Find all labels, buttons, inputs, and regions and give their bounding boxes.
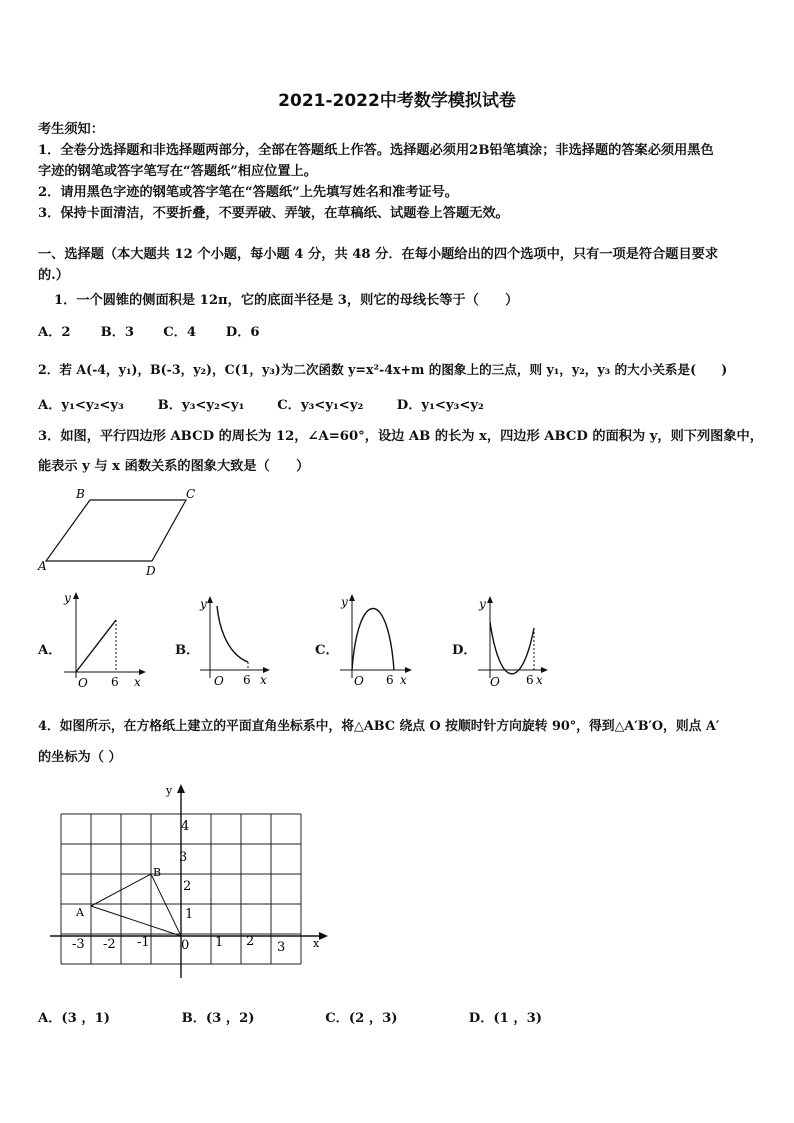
notice-item-3: 3．保持卡面清洁，不要折叠，不要弄破、弄皱，在草稿纸、试题卷上答题无效。 (38, 206, 509, 221)
question-3-stem-cont: 能表示 y 与 x 函数关系的图象大致是（ ） (38, 459, 310, 474)
y-tick-1: 1 (185, 907, 194, 922)
graph-c-y-label: y (341, 595, 348, 609)
q4-option-b: B．(3 ，2) (181, 1011, 255, 1026)
q3-option-b-label: B． (175, 643, 200, 658)
graph-a (62, 590, 152, 694)
graph-a-x-label: x (134, 675, 141, 689)
x-tick-3: 3 (277, 940, 286, 955)
page-title: 2021-2022中考数学模拟试卷 (278, 91, 516, 111)
vertex-d-label: D (146, 564, 156, 578)
question-2-options (38, 395, 758, 416)
q1-option-a: A．2 (38, 325, 71, 340)
question-2-stem: 2．若 A(-4，y₁)，B(-3，y₂)，C(1，y₃)为二次函数 y=x²-4x+m 的图象上的三点，则 y₁，y₂，y₃ 的大小关系是( ) (38, 362, 728, 377)
q1-option-c: C．4 (163, 325, 197, 340)
x-tick-neg2: -2 (103, 937, 116, 952)
graph-d (476, 594, 556, 692)
point-a-label: A (76, 906, 84, 919)
vertex-b-label: B (76, 487, 85, 501)
graph-c-curve (352, 609, 394, 671)
graph-a-y-label: y (64, 591, 71, 605)
x-tick-1: 1 (215, 935, 224, 950)
q3-option-c-label: C． (315, 643, 339, 658)
graph-d-tick: 6 (526, 673, 534, 687)
triangle-abc (91, 874, 181, 936)
question-4-stem: 4．如图所示，在方格纸上建立的平面直角坐标系中，将△ABC 绕点 O 按顺时针方向旋转 90°，得到△A′B′O，则点 A′ (38, 719, 720, 734)
x-tick-neg1: -1 (137, 935, 150, 950)
graph-b-origin: O (214, 674, 224, 688)
x-tick-2: 2 (246, 934, 255, 949)
q4-option-c: C．(2 ，3) (325, 1011, 398, 1026)
grid-coordinate-figure (44, 780, 344, 980)
vertex-a-label: A (38, 559, 47, 573)
section-heading: 一、选择题（本大题共 12 个小题，每小题 4 分，共 48 分．在每小题给出的四个选项中，只有一项是符合题目要求 (38, 247, 719, 262)
graph-a-curve (76, 620, 116, 672)
q2-option-c: C．y₃<y₁<y₂ (277, 398, 364, 413)
notice-item-1-cont: 字迹的钢笔或答字笔写在“答题纸”相应位置上。 (38, 164, 317, 179)
notice-item-1: 1．全卷分选择题和非选择题两部分，全部在答题纸上作答。选择题必须用2B铅笔填涂；非选择题的答案必须用黑色 (38, 143, 714, 158)
y-tick-3: 3 (179, 850, 188, 865)
vertex-c-label: C (186, 487, 196, 501)
question-1-stem: 1．一个圆锥的侧面积是 12π，它的底面半径是 3，则它的母线长等于（ ） (54, 293, 519, 308)
q2-option-b: B．y₃<y₂<y₁ (157, 398, 245, 413)
y-tick-4: 4 (181, 819, 190, 834)
graph-c-tick: 6 (386, 673, 394, 687)
grid-y-label: y (166, 784, 173, 797)
grid-x-label: x (313, 937, 320, 950)
graph-d-curve (490, 622, 534, 674)
graph-d-x-label: x (536, 673, 543, 687)
q3-option-d-label: D． (452, 643, 477, 658)
x-tick-neg3: -3 (72, 937, 85, 952)
graph-b (198, 594, 278, 692)
parallelogram-shape (46, 500, 186, 561)
parallelogram-figure (36, 484, 201, 579)
point-b-label: B (153, 866, 162, 879)
x-tick-0: 0 (181, 938, 190, 953)
section-heading-cont: 的.） (38, 268, 69, 283)
q1-option-b: B．3 (100, 325, 135, 340)
notice-item-2: 2．请用黑色字迹的钢笔或答字笔在“答题纸”上先填写姓名和准考证号。 (38, 185, 458, 200)
graph-d-y-label: y (479, 597, 486, 611)
graph-a-origin: O (78, 676, 88, 690)
graph-d-origin: O (490, 675, 500, 689)
q4-option-a: A．(3 ，1) (38, 1011, 111, 1026)
q4-option-d: D．(1 ，3) (468, 1011, 543, 1026)
q2-option-d: D．y₁<y₃<y₂ (396, 398, 484, 413)
y-tick-2: 2 (183, 879, 192, 894)
question-4-stem-cont: 的坐标为（ ） (38, 750, 122, 765)
question-3-stem: 3．如图，平行四边形 ABCD 的周长为 12，∠A=60°，设边 AB 的长为 x，四边形 ABCD 的面积为 y，则下列图象中， (38, 429, 763, 444)
graph-a-tick: 6 (111, 675, 119, 689)
graph-c (338, 592, 420, 692)
graph-b-y-label: y (200, 597, 207, 611)
question-4-options (38, 1008, 758, 1029)
graph-c-x-label: x (400, 673, 407, 687)
graph-b-curve (217, 606, 248, 662)
notice-heading: 考生须知： (38, 122, 104, 137)
graph-b-x-label: x (260, 673, 267, 687)
q2-option-a: A．y₁<y₂<y₃ (38, 398, 124, 413)
graph-c-origin: O (354, 674, 364, 688)
question-1-options (38, 322, 758, 343)
q1-option-d: D．6 (225, 325, 260, 340)
q3-option-a-label: A． (38, 643, 62, 658)
graph-b-tick: 6 (243, 673, 251, 687)
